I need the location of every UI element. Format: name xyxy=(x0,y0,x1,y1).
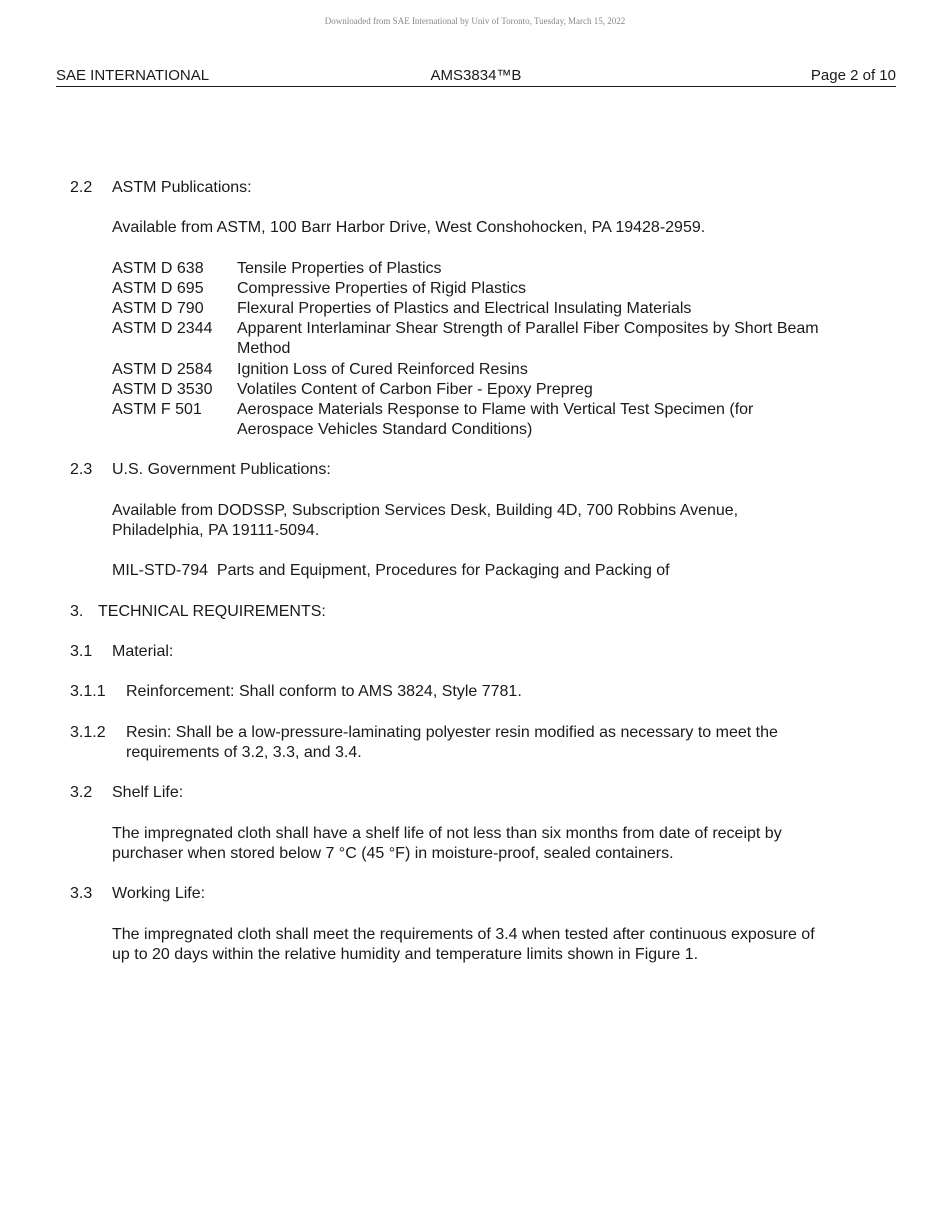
section-heading: Working Life: xyxy=(112,885,206,902)
paragraph-text: Resin: Shall be a low-pressure-laminating polyester resin modified as necessary to meet the xyxy=(126,724,778,741)
reference-title-continued: Method xyxy=(237,340,291,357)
reference-title: Volatiles Content of Carbon Fiber - Epoxy Prepreg xyxy=(237,381,593,398)
section-number: 3.1 xyxy=(70,643,93,660)
reference-title: Tensile Properties of Plastics xyxy=(237,260,442,277)
reference-title: Ignition Loss of Cured Reinforced Resins xyxy=(237,361,528,378)
section-heading: ASTM Publications: xyxy=(112,179,252,196)
reference-code: ASTM D 638 xyxy=(112,260,204,277)
reference-title: Apparent Interlaminar Shear Strength of Parallel Fiber Composites by Short Beam xyxy=(237,320,819,337)
section-number: 3. xyxy=(70,603,84,620)
mil-std-reference: MIL-STD-794 Parts and Equipment, Procedures for Packaging and Packing of xyxy=(112,562,670,579)
section-number: 3.1.1 xyxy=(70,683,106,700)
reference-code: ASTM F 501 xyxy=(112,401,202,418)
section-number: 3.2 xyxy=(70,784,93,801)
reference-code: ASTM D 3530 xyxy=(112,381,213,398)
header-document-id: AMS3834™B xyxy=(430,67,522,84)
paragraph-text-continued: purchaser when stored below 7 °C (45 °F) in moisture-proof, sealed containers. xyxy=(112,845,674,862)
header-page-number: Page 2 of 10 xyxy=(810,67,896,84)
page-header xyxy=(56,66,896,87)
reference-code: ASTM D 2584 xyxy=(112,361,213,378)
paragraph-text: Reinforcement: Shall conform to AMS 3824, Style 7781. xyxy=(126,683,522,700)
reference-code: ASTM D 790 xyxy=(112,300,204,317)
reference-title: Aerospace Materials Response to Flame with Vertical Test Specimen (for xyxy=(237,401,754,418)
paragraph-text: The impregnated cloth shall meet the requirements of 3.4 when tested after continuous exposure of xyxy=(112,926,815,943)
section-heading: Material: xyxy=(112,643,174,660)
paragraph-text: The impregnated cloth shall have a shelf life of not less than six months from date of receipt by xyxy=(112,825,782,842)
section-number: 2.3 xyxy=(70,461,93,478)
section-number: 2.2 xyxy=(70,179,93,196)
reference-title: Flexural Properties of Plastics and Electrical Insulating Materials xyxy=(237,300,692,317)
reference-code: ASTM D 2344 xyxy=(112,320,213,337)
section-heading: Shelf Life: xyxy=(112,784,184,801)
availability-text-continued: Philadelphia, PA 19111-5094. xyxy=(112,522,320,539)
header-organization: SAE INTERNATIONAL xyxy=(56,67,210,84)
section-number: 3.1.2 xyxy=(70,724,106,741)
section-heading: U.S. Government Publications: xyxy=(112,461,331,478)
availability-text: Available from DODSSP, Subscription Services Desk, Building 4D, 700 Robbins Avenue, xyxy=(112,502,739,519)
paragraph-text-continued: up to 20 days within the relative humidity and temperature limits shown in Figure 1. xyxy=(112,946,699,963)
section-heading: TECHNICAL REQUIREMENTS: xyxy=(98,603,326,620)
reference-title: Compressive Properties of Rigid Plastics xyxy=(237,280,526,297)
paragraph-text-continued: requirements of 3.2, 3.3, and 3.4. xyxy=(126,744,362,761)
reference-title-continued: Aerospace Vehicles Standard Conditions) xyxy=(237,421,533,438)
download-watermark: Downloaded from SAE International by Univ of Toronto, Tuesday, March 15, 2022 xyxy=(324,16,626,26)
reference-code: ASTM D 695 xyxy=(112,280,204,297)
availability-text: Available from ASTM, 100 Barr Harbor Drive, West Conshohocken, PA 19428-2959. xyxy=(112,219,706,236)
section-number: 3.3 xyxy=(70,885,93,902)
